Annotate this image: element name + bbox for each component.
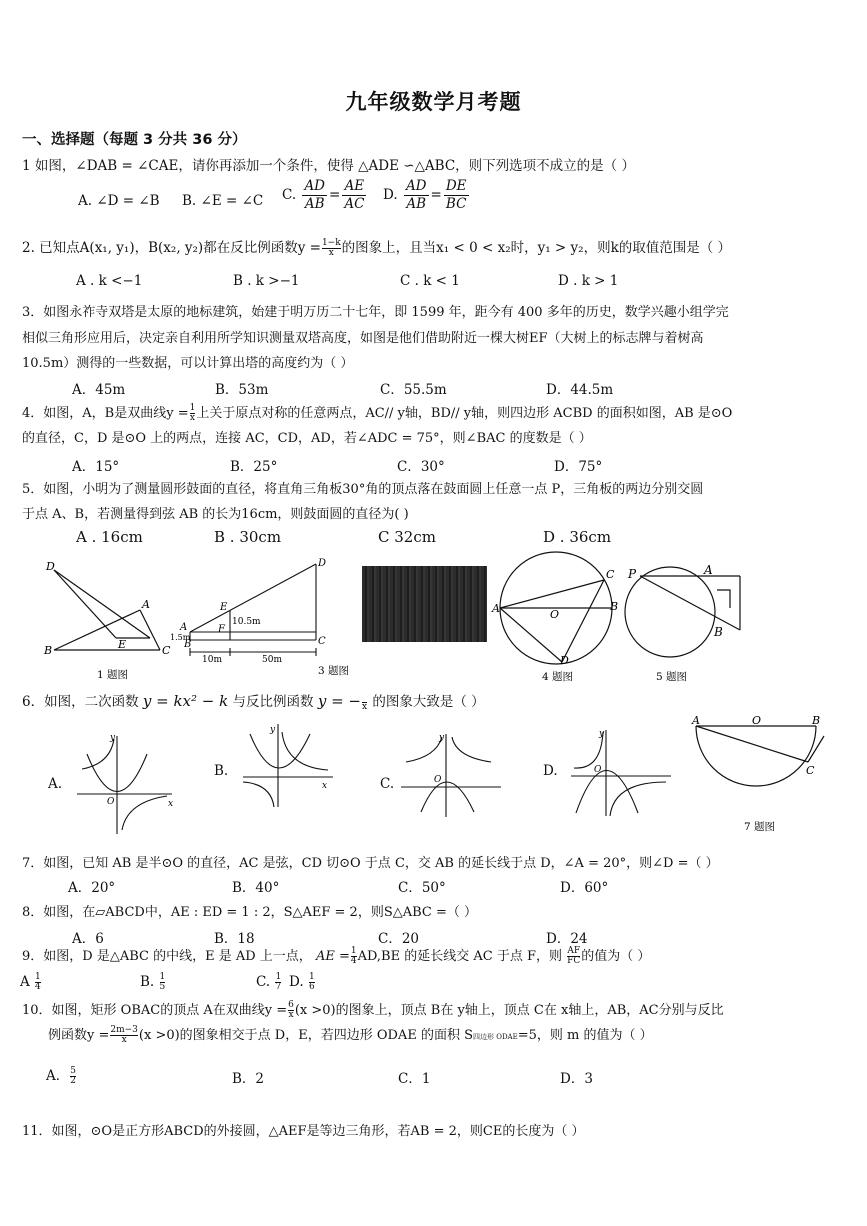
question-8: 8．如图，在▱ABCD中，AE : ED = 1 : 2，S△AEF = 2，则S△ABC =（ ） [22, 905, 478, 920]
q10-option-c[interactable]: C．1 [398, 1071, 431, 1087]
svg-text:B: B [184, 639, 192, 650]
q2-option-b[interactable]: B . k >−1 [233, 273, 300, 289]
q2-option-a[interactable]: A . k <−1 [76, 273, 143, 289]
tower-photo [362, 566, 487, 642]
question-2: 2. 已知点A(x₁, y₁)，B(x₂, y₂)都在反比例函数y = $\frac{1-k}{x}$ 的图象上，且当x₁ < 0 < x₂时，y₁ > y₂，则k的取值范围是（ ） [22, 238, 732, 258]
question-1: 1 如图，∠DAB = ∠CAE，请你再添加一个条件，使得 △ADE ∽△ABC，则下列选项不成立的是（ ） [22, 158, 635, 174]
q9-option-a[interactable]: A $\frac{1}{4}$ [20, 972, 41, 992]
q2-option-c[interactable]: C . k < 1 [400, 273, 460, 289]
q7-option-a[interactable]: A．20° [68, 880, 116, 896]
figure-7-caption: 7 题图 [744, 821, 776, 833]
question-4-line-2: 的直径，C，D 是⊙O 上的两点，连接 AC，CD，AD，若∠ADC = 75°，则∠BAC 的度数是（ ） [22, 431, 592, 446]
figure-q4 [488, 552, 628, 687]
q5-option-d[interactable]: D . 36cm [543, 528, 612, 546]
q2-option-d[interactable]: D . k > 1 [558, 273, 619, 289]
svg-text:y: y [439, 733, 445, 743]
q7-option-d[interactable]: D．60° [560, 880, 609, 896]
q6-option-c[interactable]: C. [380, 776, 395, 792]
section-heading: 一、选择题（每题 3 分共 36 分） [22, 132, 247, 148]
svg-text:A: A [492, 602, 500, 615]
figure-4-caption: 4 题图 [542, 671, 574, 683]
svg-text:A: A [692, 714, 700, 727]
svg-text:y: y [270, 725, 276, 735]
q5-option-a[interactable]: A . 16cm [76, 528, 143, 546]
svg-text:C: C [318, 636, 326, 647]
question-3-line-1: 3．如图永祚寺双塔是太原的地标建筑，始建于明万历二十七年，即 1599 年，距今有 400 多年的历史，数学兴趣小组学完 [22, 305, 729, 320]
page-title: 九年级数学月考题 [345, 90, 522, 114]
question-4-line-1: 4．如图，A，B是双曲线y = $\frac{1}{x}$ 上关于原点对称的任意两点，AC// y轴，BD// y轴，则四边形 ACBD 的面积如图，AB 是⊙O [22, 403, 733, 423]
q1-option-a[interactable]: A. ∠D = ∠B [78, 193, 160, 209]
svg-text:50m: 50m [262, 655, 282, 665]
svg-text:C: C [162, 644, 171, 657]
q8-option-a[interactable]: A．6 [72, 931, 104, 947]
svg-text:x: x [322, 781, 328, 791]
q4-option-d[interactable]: D．75° [554, 459, 603, 475]
q8-option-c[interactable]: C．20 [378, 931, 420, 947]
svg-text:D: D [46, 560, 55, 573]
q4-option-a[interactable]: A．15° [72, 459, 120, 475]
q9-option-b[interactable]: B. $\frac{1}{5}$ [140, 972, 166, 992]
figure-q1 [40, 558, 170, 688]
question-10-line-2: 例函数y = $\frac{2m-3}{x}$ (x >0)的图象相交于点 D，E，若四边形 ODAE 的面积 S四边形 ODAE=5，则 m 的值为（ ） [48, 1025, 653, 1045]
q3-option-a[interactable]: A．45m [72, 382, 126, 398]
q8-option-b[interactable]: B．18 [214, 931, 255, 947]
q7-option-b[interactable]: B．40° [232, 880, 280, 896]
q6-option-d[interactable]: D. [543, 763, 558, 779]
svg-text:10m: 10m [202, 655, 222, 665]
svg-text:C: C [806, 764, 815, 777]
q5-option-c[interactable]: C 32cm [378, 528, 436, 546]
q4-option-c[interactable]: C．30° [397, 459, 445, 475]
question-10-line-1: 10．如图，矩形 OBAC的顶点 A在双曲线y = $\frac{6}{x}$ (x >0)的图象上，顶点 B在 y轴上，顶点 C在 x轴上，AB，AC分别与反比 [22, 1000, 724, 1020]
svg-text:A: A [180, 622, 188, 633]
q6-option-a[interactable]: A. [48, 776, 63, 792]
q8-option-d[interactable]: D．24 [546, 931, 588, 947]
figure-1-caption: 1 题图 [97, 669, 129, 681]
svg-text:B: B [610, 600, 619, 613]
svg-text:x: x [168, 799, 174, 809]
question-5-line-2: 于点 A、B，若测量得到弦 AB 的长为16cm，则鼓面圆的直径为( ) [22, 507, 409, 522]
q10-option-d[interactable]: D．3 [560, 1071, 593, 1087]
q6-graph-c[interactable] [396, 732, 506, 822]
q10-option-a[interactable]: A． $\frac{5}{2}$ [46, 1066, 76, 1086]
q1-option-d[interactable]: D. $\frac{AD}{AB}$ = $\frac{DE}{BC}$ [383, 178, 467, 212]
svg-text:y: y [599, 729, 605, 739]
figure-5-caption: 5 题图 [656, 671, 688, 683]
figure-3-caption: 3 题图 [318, 665, 350, 677]
q3-option-c[interactable]: C．55.5m [380, 382, 447, 398]
svg-text:O: O [434, 775, 442, 785]
question-9: 9．如图，D 是△ABC 的中线，E 是 AD 上一点， AE = $\frac{1}{4}$ AD,BE 的延长线交 AC 于点 F，则 $\frac{AF}{FC}$ 的值为（ ） [22, 946, 651, 966]
q1-option-b[interactable]: B. ∠E = ∠C [182, 193, 264, 209]
svg-text:O: O [752, 714, 762, 727]
q6-graph-b[interactable] [238, 722, 338, 812]
figure-q7 [690, 712, 830, 837]
question-11: 11．如图，⊙O是正方形ABCD的外接圆，△AEF是等边三角形，若AB = 2，则CE的长度为（ ） [22, 1124, 585, 1139]
svg-text:10.5m: 10.5m [232, 617, 261, 627]
q6-graph-d[interactable] [566, 728, 676, 820]
svg-text:D: D [560, 654, 569, 667]
svg-text:O: O [594, 765, 602, 775]
q1-option-c[interactable]: C. $\frac{AD}{AB}$ = $\frac{AE}{AC}$ [282, 178, 365, 212]
svg-text:O: O [550, 608, 560, 621]
q10-option-b[interactable]: B．2 [232, 1071, 265, 1087]
svg-text:1.5m: 1.5m [170, 633, 191, 642]
q4-option-b[interactable]: B．25° [230, 459, 278, 475]
svg-text:F: F [218, 624, 225, 635]
q7-option-c[interactable]: C．50° [398, 880, 446, 896]
svg-text:A: A [142, 598, 150, 611]
svg-text:P: P [628, 567, 637, 581]
svg-text:O: O [107, 797, 115, 807]
q5-option-b[interactable]: B . 30cm [214, 528, 282, 546]
svg-text:B: B [812, 714, 821, 727]
svg-text:B: B [44, 644, 53, 657]
question-3-line-3: 10.5m）测得的一些数据，可以计算出塔的高度约为（ ） [22, 356, 354, 371]
question-5-line-1: 5．如图，小明为了测量圆形鼓面的直径，将直角三角板30°角的顶点落在鼓面圆上任意一点 P，三角板的两边分别交圆 [22, 482, 704, 497]
question-7: 7．如图，已知 AB 是半⊙O 的直径，AC 是弦，CD 切⊙O 于点 C，交 AB 的延长线于点 D，∠A = 20°，则∠D =（ ） [22, 856, 719, 871]
q6-option-b[interactable]: B. [214, 763, 229, 779]
figure-q3 [170, 556, 350, 681]
question-6: 6．如图，二次函数 y = kx² − k 与反比例函数 y = − x 的图象大致是（ ） [22, 692, 485, 712]
svg-text:D: D [318, 558, 327, 569]
q3-option-b[interactable]: B．53m [215, 382, 269, 398]
svg-text:E: E [220, 602, 228, 613]
svg-text:C: C [606, 568, 615, 581]
svg-text:A: A [704, 563, 713, 577]
q3-option-d[interactable]: D．44.5m [546, 382, 614, 398]
question-3-line-2: 相似三角形应用后，决定亲自利用所学知识测量双塔高度，如图是他们借助附近一棵大树EF（大树上的标志牌与着树高 [22, 331, 704, 346]
figure-q5 [622, 552, 762, 687]
q9-option-d[interactable]: D. $\frac{1}{6}$ [289, 972, 315, 992]
svg-text:B: B [714, 625, 723, 639]
q6-graph-a[interactable] [72, 734, 182, 839]
q9-option-c[interactable]: C. $\frac{1}{7}$ [256, 972, 282, 992]
svg-text:E: E [118, 638, 127, 651]
svg-text:y: y [110, 733, 116, 743]
